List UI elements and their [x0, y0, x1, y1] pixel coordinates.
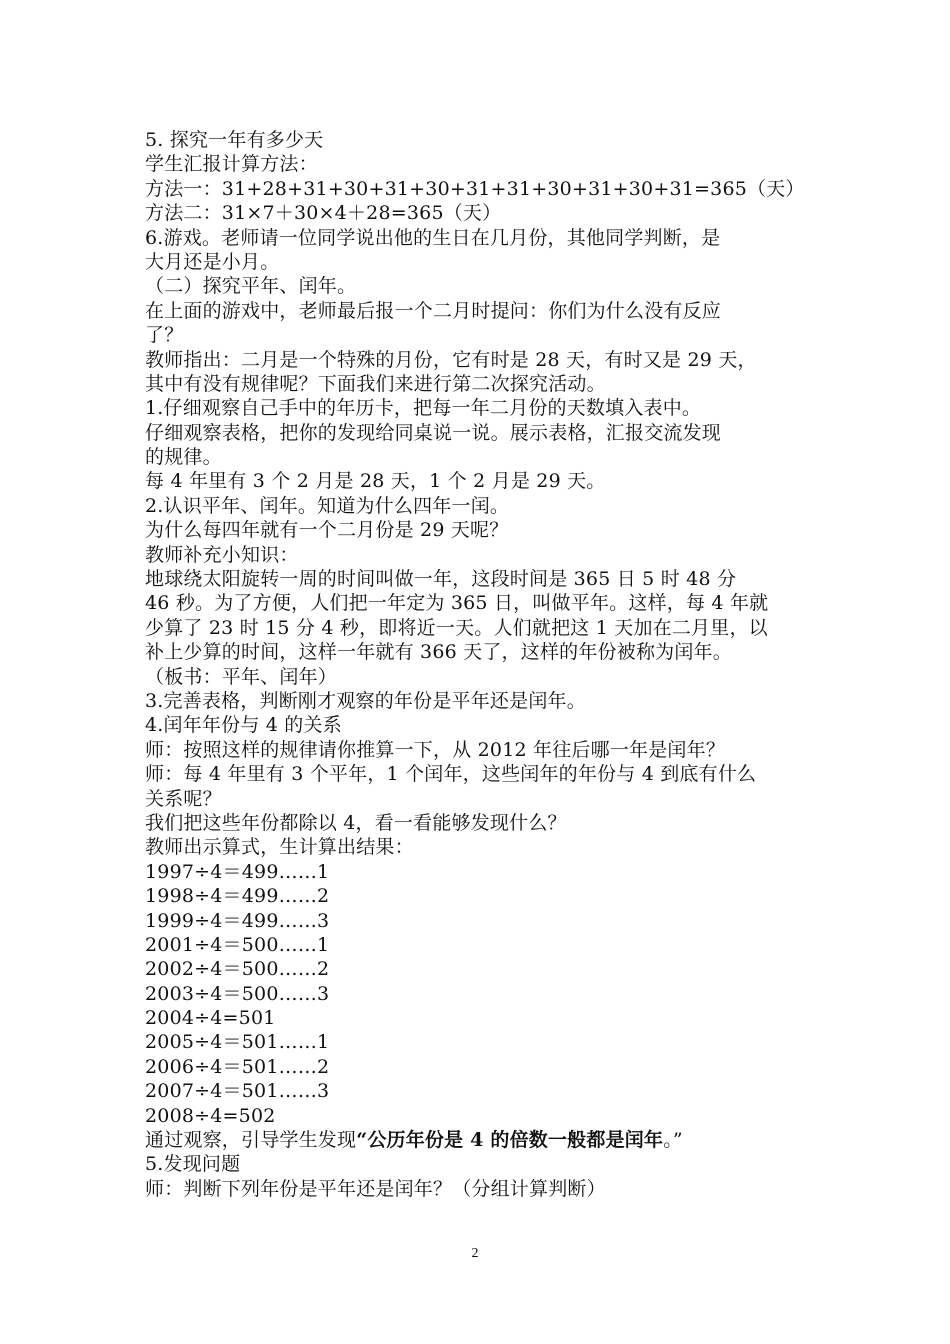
text-line: 5.发现问题 — [145, 1153, 241, 1176]
text-line: 2008÷4=502 — [145, 1104, 276, 1127]
text-line: 师：判断下列年份是平年还是闰年？（分组计算判断） — [145, 1177, 606, 1200]
text-line: 5. 探究一年有多少天 — [145, 129, 324, 151]
text-line: 了？ — [145, 324, 184, 347]
text-line: 3.完善表格，判断刚才观察的年份是平年还是闰年。 — [145, 689, 586, 712]
text-line: 6.游戏。老师请一位同学说出他的生日在几月份，其他同学判断，是 — [145, 226, 721, 249]
conclusion-suffix: 。” — [663, 1129, 683, 1152]
text-line: 的规律。 — [145, 446, 222, 469]
text-line: 补上少算的时间，这样一年就有 366 天了，这样的年份被称为闰年。 — [145, 641, 732, 664]
text-line: 大月还是小月。 — [145, 250, 280, 273]
text-line: 方法二：31×7＋30×4＋28=365（天） — [145, 202, 502, 225]
text-line: 师：每 4 年里有 3 个平年，1 个闰年，这些闰年的年份与 4 到底有什么 — [145, 763, 757, 786]
text-line: 地球绕太阳旋转一周的时间叫做一年，这段时间是 365 日 5 时 48 分 — [145, 568, 737, 591]
text-line: 每 4 年里有 3 个 2 月是 28 天，1 个 2 月是 29 天。 — [145, 470, 606, 493]
text-line: 46 秒。为了方便，人们把一年定为 365 日，叫做平年。这样，每 4 年就 — [145, 592, 769, 615]
text-line: 2002÷4＝500……2 — [145, 958, 330, 981]
conclusion-bold: “公历年份是 4 的倍数一般都是闰年 — [356, 1129, 664, 1152]
text-line: 2003÷4＝500……3 — [145, 982, 330, 1005]
text-line: 学生汇报计算方法： — [145, 153, 318, 176]
text-line: 2004÷4=501 — [145, 1007, 276, 1030]
text-line: 师：按照这样的规律请你推算一下，从 2012 年往后哪一年是闰年？ — [145, 738, 726, 761]
text-line: 我们把这些年份都除以 4，看一看能够发现什么？ — [145, 811, 567, 834]
text-line: 仔细观察表格，把你的发现给同桌说一说。展示表格，汇报交流发现 — [145, 421, 722, 444]
text-line: 方法一：31+28+31+30+31+30+31+31+30+31+30+31=365（天） — [145, 177, 805, 200]
text-line: 关系呢？ — [145, 787, 222, 810]
conclusion-prefix: 通过观察，引导学生发现 — [145, 1129, 357, 1152]
text-line: 2006÷4＝501……2 — [145, 1055, 330, 1078]
text-line: 2.认识平年、闰年。知道为什么四年一闰。 — [145, 494, 510, 517]
text-line: 2005÷4＝501……1 — [145, 1031, 330, 1054]
text-line: 少算了 23 时 15 分 4 秒，即将近一天。人们就把这 1 天加在二月里，以 — [145, 616, 768, 639]
text-line: 1999÷4＝499……3 — [145, 909, 330, 932]
text-line: 2001÷4＝500……1 — [145, 933, 330, 956]
text-line: 1.仔细观察自己手中的年历卡，把每一年二月份的天数填入表中。 — [145, 397, 702, 420]
text-line: 在上面的游戏中，老师最后报一个二月时提问：你们为什么没有反应 — [145, 299, 722, 322]
text-line: （板书：平年、闰年） — [145, 665, 338, 688]
text-line: （二）探究平年、闰年。 — [145, 275, 357, 298]
page-number: 2 — [471, 1246, 479, 1261]
text-line: 1997÷4＝499……1 — [145, 860, 330, 883]
text-line: 4.闰年年份与 4 的关系 — [145, 714, 342, 737]
text-lines — [145, 128, 825, 1128]
text-line: 教师出示算式，生计算出结果： — [145, 836, 414, 859]
document-body — [145, 128, 825, 1201]
text-line: 其中有没有规律呢？下面我们来进行第二次探究活动。 — [145, 372, 606, 395]
text-line: 1998÷4＝499……2 — [145, 885, 330, 908]
text-line: 为什么每四年就有一个二月份是 29 天呢？ — [145, 519, 509, 542]
text-line: 教师指出：二月是一个特殊的月份，它有时是 28 天，有时又是 29 天， — [145, 348, 757, 371]
conclusion-line — [145, 1128, 825, 1152]
text-line: 教师补充小知识： — [145, 543, 299, 566]
text-line: 2007÷4＝501……3 — [145, 1080, 330, 1103]
